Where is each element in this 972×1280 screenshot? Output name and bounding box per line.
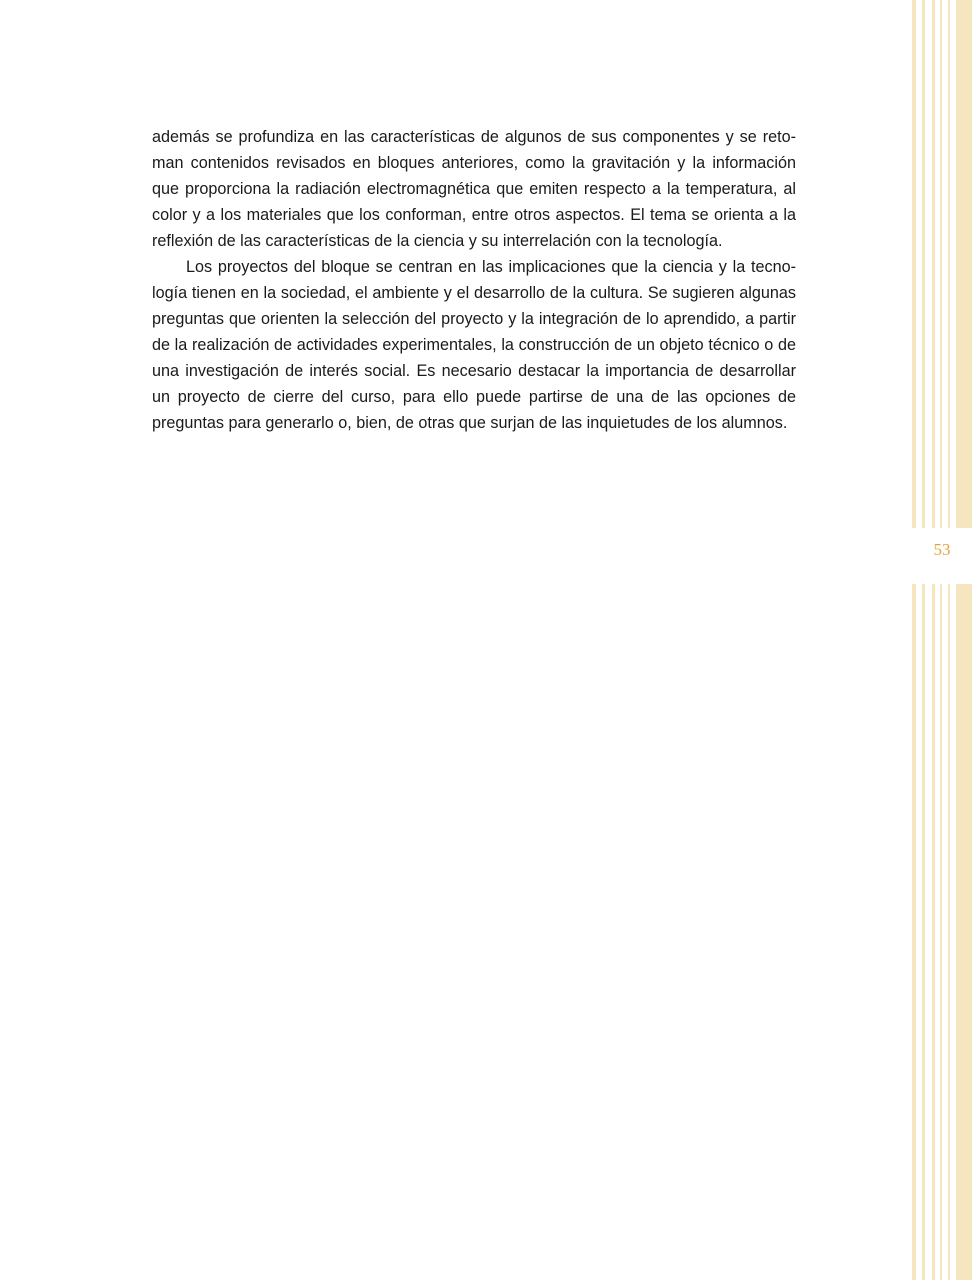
margin-stripes-bottom	[912, 584, 972, 1280]
stripe	[940, 0, 942, 528]
stripe	[956, 584, 972, 1280]
stripe	[932, 0, 935, 528]
body-text	[152, 124, 796, 436]
paragraph-1: además se profundiza en las características de algunos de sus componentes y se retoman contenidos revisados en bloques anteriores, como la gravitación y la información que proporciona la radiación electromagnética que emiten respecto a la temperatura, al color y a los materiales que los conforman, entre otros aspectos. El tema se orienta a la reflexión de las características de la ciencia y su interrelación con la tecnología.	[152, 128, 796, 250]
margin-stripes-top	[912, 0, 972, 528]
stripe	[940, 584, 942, 1280]
paragraph-2: Los proyectos del bloque se centran en las implicaciones que la ciencia y la tecnología tienen en la sociedad, el ambiente y el desarrollo de la cultura. Se sugieren algunas preguntas que orienten la selección del proyecto y la integración de lo aprendido, a partir de la realización de actividades experimentales, la construcción de un objeto técnico o de una investigación de interés social. Es necesario destacar la importancia de desarrollar un proyecto de cierre del curso, para ello puede partirse de una de las opciones de preguntas para generarlo o, bien, de otras que surjan de las inquietudes de los alumnos.	[152, 258, 796, 432]
stripe	[932, 584, 935, 1280]
stripe	[922, 0, 925, 528]
stripe	[956, 0, 972, 528]
stripe	[912, 584, 916, 1280]
margin-stripes	[912, 0, 972, 1280]
stripe	[912, 0, 916, 528]
stripe	[922, 584, 925, 1280]
stripe	[948, 0, 950, 528]
page-number: 53	[933, 540, 951, 559]
stripe	[948, 584, 950, 1280]
